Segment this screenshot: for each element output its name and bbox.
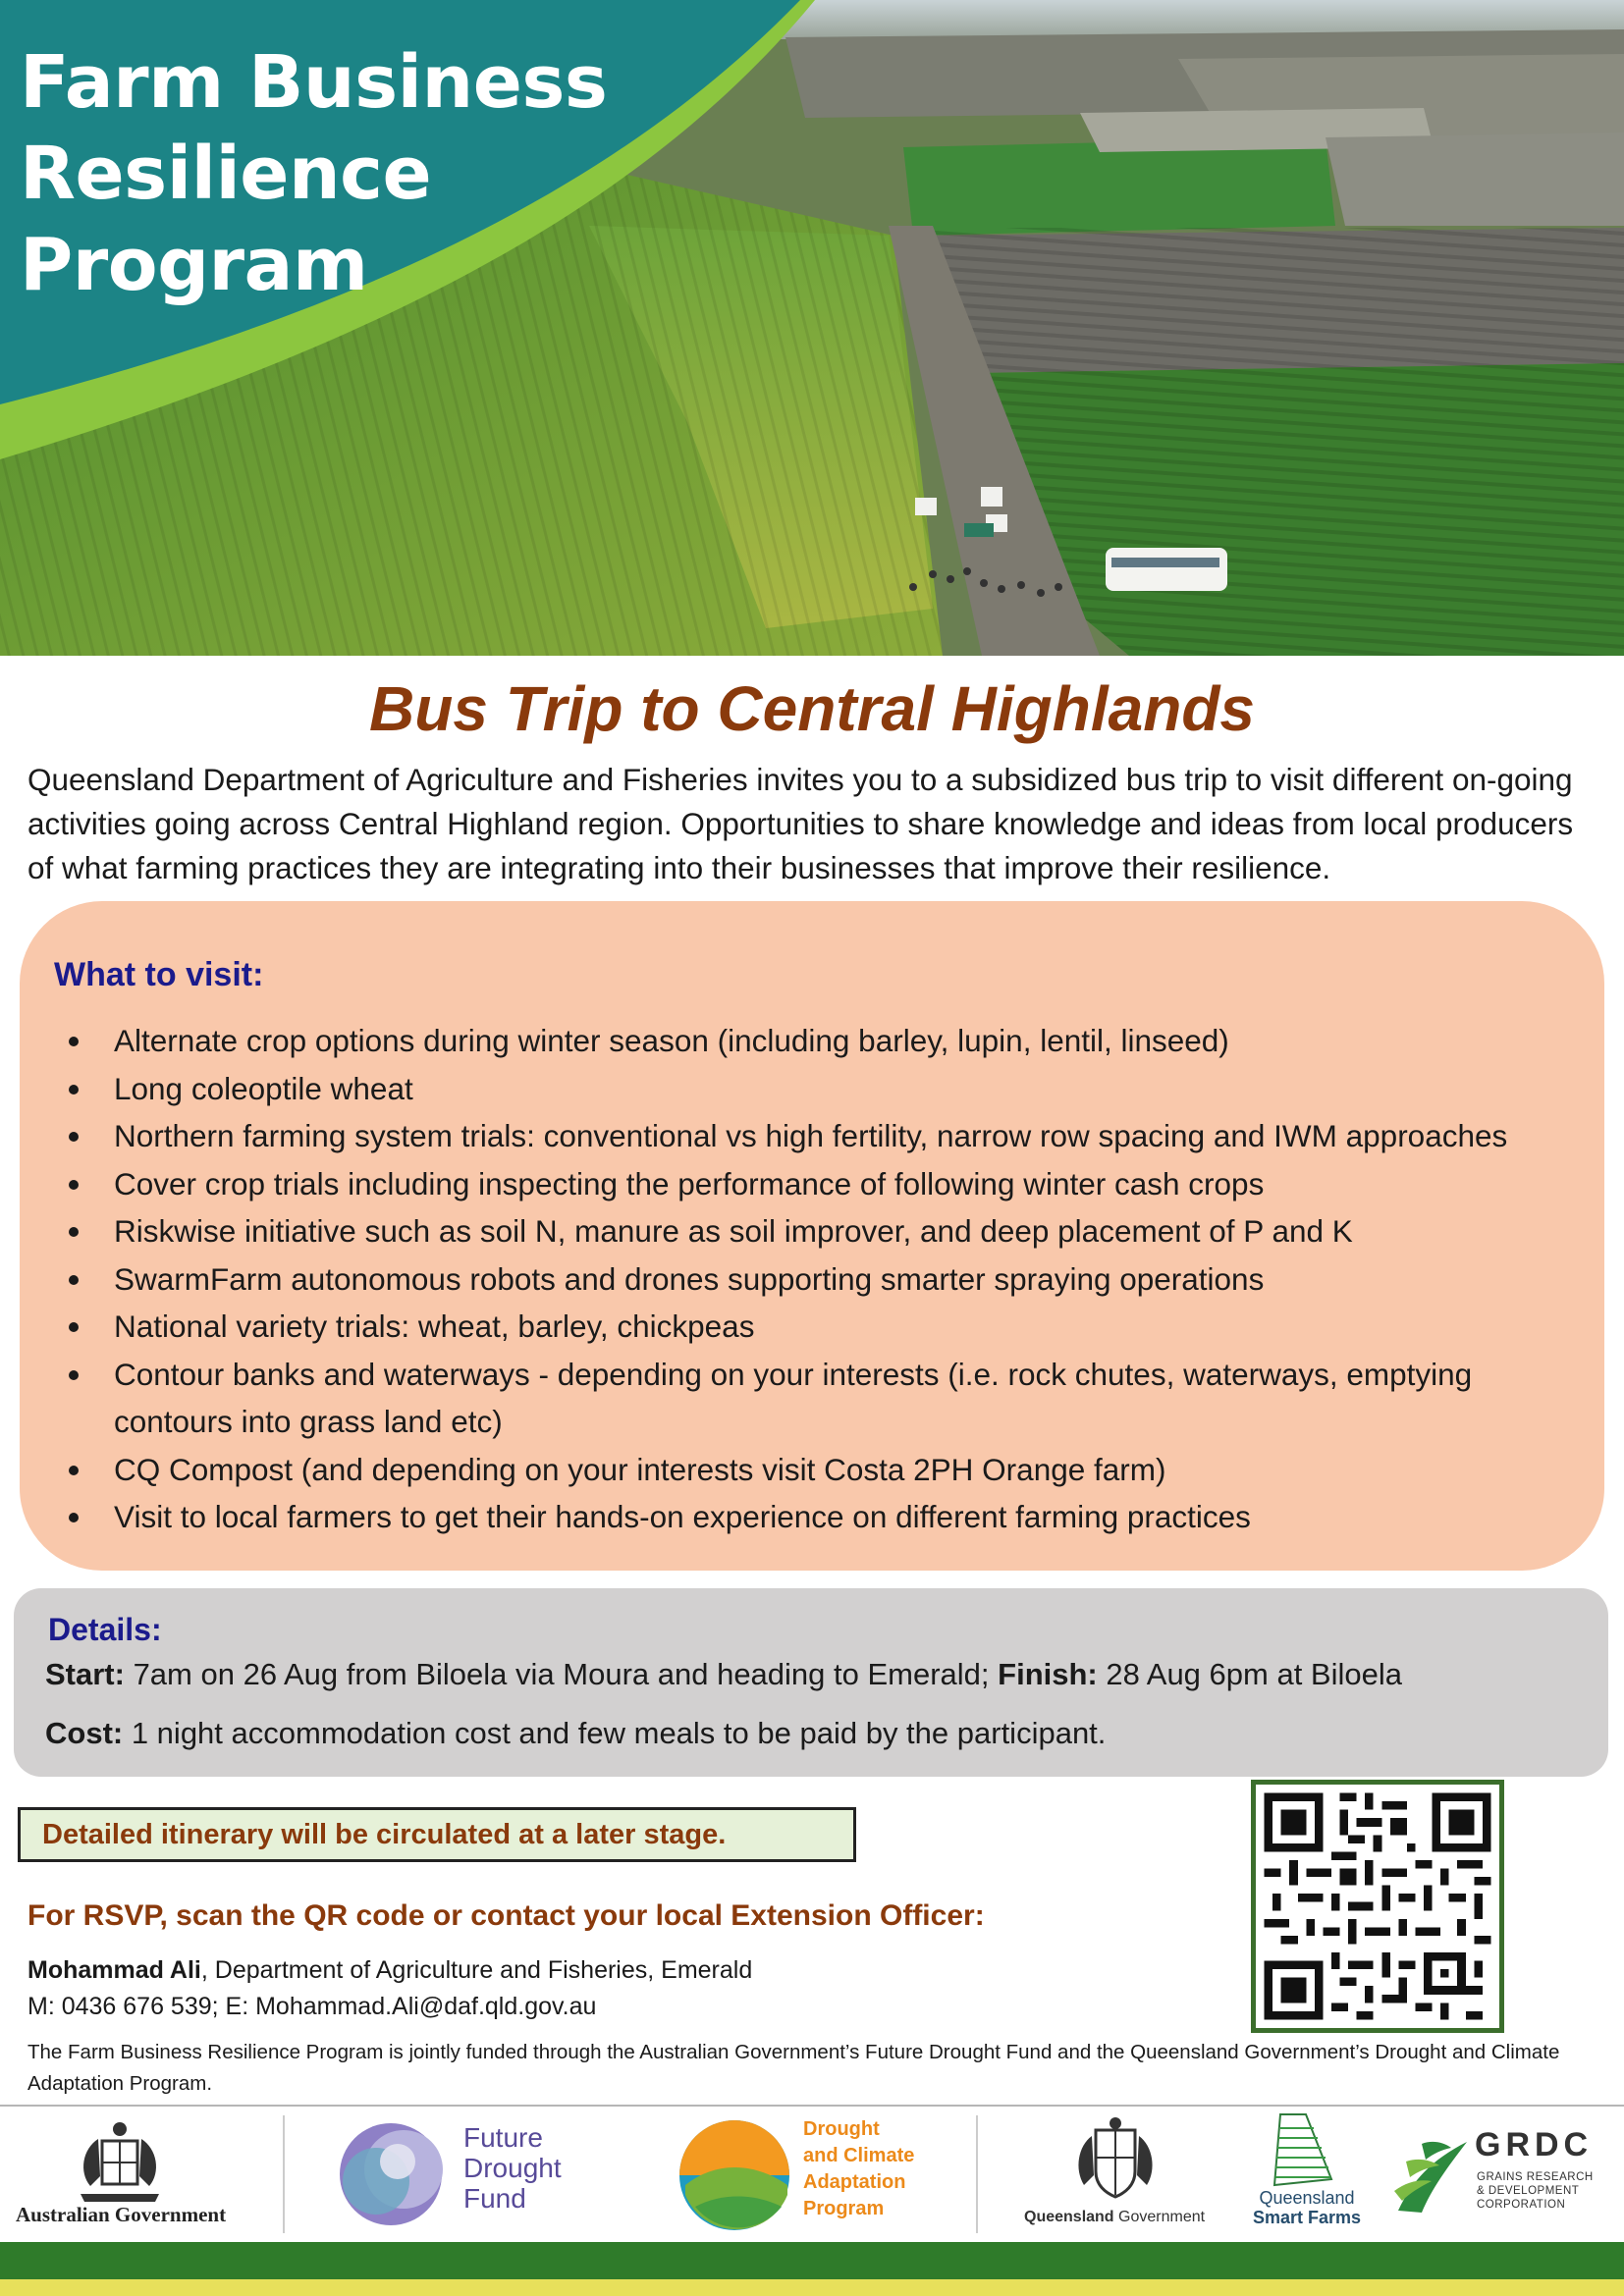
future-drought-fund-icon bbox=[337, 2120, 445, 2228]
start-text: 7am on 26 Aug from Biloela via Moura and heading to Emerald; bbox=[124, 1657, 999, 1691]
program-title-line: Resilience bbox=[20, 132, 432, 216]
dcap-wordmark bbox=[803, 2116, 914, 2222]
finish-label: Finish: bbox=[998, 1657, 1098, 1691]
list-item: CQ Compost (and depending on your interests visit Costa 2PH Orange farm) bbox=[20, 1446, 1591, 1494]
qr-code-icon bbox=[1256, 1785, 1499, 2028]
grdc-wheat-icon bbox=[1392, 2132, 1471, 2215]
cost-text: 1 night accommodation cost and few meals to be paid by the participant. bbox=[123, 1716, 1107, 1750]
grdc-subtitle bbox=[1477, 2170, 1594, 2212]
queensland-smart-farms-icon bbox=[1267, 2110, 1335, 2189]
qld-gov-wordmark bbox=[1024, 2209, 1205, 2226]
program-title-line: Farm Business bbox=[20, 40, 608, 125]
rsvp-heading: For RSVP, scan the QR code or contact your local Extension Officer: bbox=[27, 1899, 985, 1932]
queensland-government-crest-icon bbox=[1066, 2116, 1164, 2207]
details-heading: Details: bbox=[48, 1612, 162, 1647]
smart-farms-wordmark bbox=[1253, 2188, 1361, 2227]
details-cost bbox=[45, 1712, 1106, 1755]
start-label: Start: bbox=[45, 1657, 125, 1691]
finish-text: 28 Aug 6pm at Biloela bbox=[1097, 1657, 1402, 1691]
list-item: National variety trials: wheat, barley, chickpeas bbox=[20, 1303, 1591, 1351]
visit-list bbox=[20, 1017, 1591, 1541]
footer-divider bbox=[0, 2105, 1624, 2107]
details-panel bbox=[14, 1588, 1608, 1777]
dcap-line: and Climate bbox=[803, 2145, 915, 2166]
list-item: Long coleoptile wheat bbox=[20, 1065, 1591, 1113]
fdf-line: Drought bbox=[463, 2153, 562, 2183]
logo-separator bbox=[976, 2115, 978, 2233]
rsvp-qr-code[interactable] bbox=[1251, 1780, 1504, 2033]
grdc-wordmark: GRDC bbox=[1475, 2126, 1594, 2163]
list-item: Alternate crop options during winter season (including barley, lupin, lentil, linseed) bbox=[20, 1017, 1591, 1065]
contact-org: , Department of Agriculture and Fisheries, Emerald bbox=[200, 1956, 753, 1984]
fdf-line: Fund bbox=[463, 2183, 526, 2214]
grdc-sub-line: & DEVELOPMENT bbox=[1477, 2185, 1580, 2197]
visit-panel bbox=[20, 901, 1604, 1571]
contact-details[interactable]: M: 0436 676 539; E: Mohammad.Ali@daf.qld.gov.au bbox=[27, 1993, 597, 2020]
event-heading: Bus Trip to Central Highlands bbox=[369, 673, 1255, 744]
list-item: SwarmFarm autonomous robots and drones supporting smarter spraying operations bbox=[20, 1255, 1591, 1304]
footer-yellow-band bbox=[0, 2279, 1624, 2296]
qld-gov-bold: Queensland bbox=[1024, 2209, 1114, 2225]
dcap-line: Adaptation bbox=[803, 2171, 906, 2193]
list-item: Cover crop trials including inspecting the performance of following winter cash crops bbox=[20, 1160, 1591, 1208]
footer-green-band bbox=[0, 2242, 1624, 2279]
cost-label: Cost: bbox=[45, 1716, 124, 1750]
funding-note: The Farm Business Resilience Program is jointly funded through the Australian Government’s Future Drought Fund and the Queensland Government’s Drought and Climate Adaptation Program. bbox=[27, 2041, 1560, 2095]
grdc-sub-line: CORPORATION bbox=[1477, 2199, 1566, 2211]
logo-separator bbox=[283, 2115, 285, 2233]
fdf-line: Future bbox=[463, 2122, 543, 2153]
list-item: Visit to local farmers to get their hands-on experience on different farming practices bbox=[20, 1493, 1591, 1541]
list-item: Contour banks and waterways - depending on your interests (i.e. rock chutes, waterways, emptying contours into grass land etc) bbox=[20, 1351, 1591, 1446]
drought-climate-adaptation-icon bbox=[676, 2116, 793, 2234]
smart-farms-line: Smart Farms bbox=[1253, 2208, 1362, 2227]
event-intro: Queensland Department of Agriculture and Fisheries invites you to a subsidized bus trip to visit different on-going activities going across Central Highland region. Opportunities to share knowledge and ideas from local producers of what farming practices they are integrating into their businesses that improve their resilience. bbox=[27, 762, 1574, 885]
itinerary-note: Detailed itinerary will be circulated at a later stage. bbox=[18, 1807, 856, 1862]
dcap-line: Program bbox=[803, 2198, 885, 2219]
program-title-line: Program bbox=[20, 223, 368, 307]
hero-banner bbox=[0, 0, 1624, 656]
visit-heading: What to visit: bbox=[54, 956, 264, 993]
contact-name-line bbox=[27, 1953, 752, 1987]
details-start-finish bbox=[45, 1653, 1402, 1696]
aus-gov-wordmark: Australian Government bbox=[16, 2203, 227, 2226]
grdc-sub-line: GRAINS RESEARCH bbox=[1477, 2171, 1594, 2183]
list-item: Northern farming system trials: conventional vs high fertility, narrow row spacing and IWM approaches bbox=[20, 1112, 1591, 1160]
contact-name: Mohammad Ali bbox=[27, 1956, 201, 1984]
fdf-wordmark bbox=[463, 2122, 562, 2214]
program-title bbox=[20, 37, 607, 311]
list-item: Riskwise initiative such as soil N, manure as soil improver, and deep placement of P and K bbox=[20, 1207, 1591, 1255]
australian-government-crest-icon bbox=[61, 2117, 179, 2208]
dcap-line: Drought bbox=[803, 2118, 880, 2140]
smart-farms-line: Queensland bbox=[1259, 2188, 1355, 2208]
qld-gov-rest: Government bbox=[1113, 2209, 1206, 2225]
